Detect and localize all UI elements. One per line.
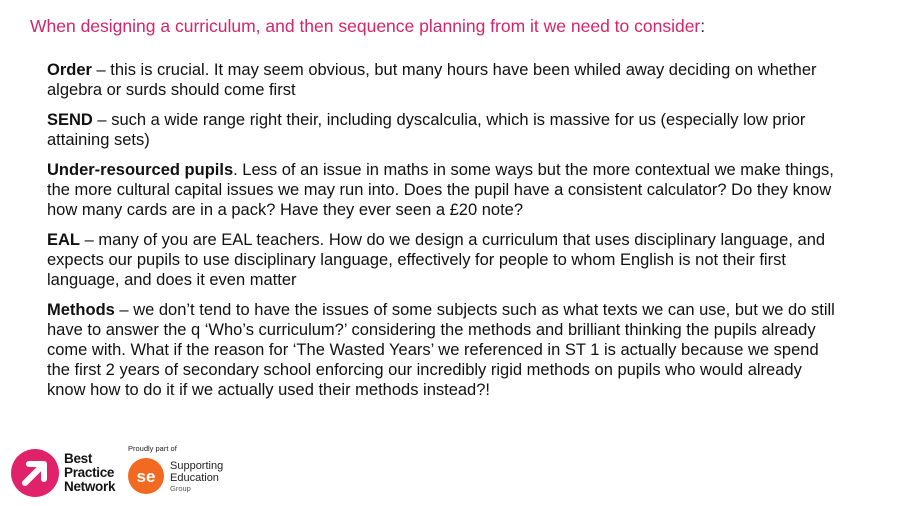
wordmark-line: Best xyxy=(64,451,93,466)
wordmark-group: Group xyxy=(170,484,191,493)
supporting-education-wordmark xyxy=(170,461,223,493)
proudly-part-of-label: Proudly part of xyxy=(128,444,177,453)
wordmark-line: Practice xyxy=(64,465,115,480)
best-practice-network-logo-icon xyxy=(10,448,60,498)
point-under-resourced xyxy=(47,160,837,220)
consideration-list xyxy=(47,60,837,410)
point-order xyxy=(47,60,837,100)
footer-logos xyxy=(0,430,300,506)
point-text: – this is crucial. It may seem obvious, but many hours have been whiled away deciding on whether algebra or surds should come first xyxy=(47,61,817,99)
wordmark-line: Education xyxy=(170,471,219,484)
point-eal xyxy=(47,230,837,290)
slide-title-colon: : xyxy=(700,16,706,36)
point-heading: EAL xyxy=(47,231,80,249)
best-practice-network-wordmark xyxy=(64,452,115,494)
point-methods xyxy=(47,300,837,400)
point-heading: Under-resourced pupils xyxy=(47,161,234,179)
slide-title xyxy=(30,15,890,37)
point-heading: Order xyxy=(47,61,92,79)
point-text: . Less of an issue in maths in some ways but the more contextual we make things, the more cultural capital issues we may run into. Does the pupil have a consistent calculator? Do they know how many cards are in a pack? Have they ever seen a £20 note? xyxy=(47,161,834,219)
wordmark-line: Network xyxy=(64,479,116,494)
slide-title-text: When designing a curriculum, and then sequence planning from it we need to consider xyxy=(30,16,701,36)
wordmark-line: Supporting xyxy=(170,460,224,472)
point-heading: Methods xyxy=(47,301,115,319)
point-text: – we don’t tend to have the issues of some subjects such as what texts we can use, but we do still have to answer the q ‘Who’s curriculum?’ considering the methods and brilliant thinking the pupils already come with. What if the reason for ‘The Wasted Years’ we referenced in ST 1 is actually because we spend the first 2 years of secondary school enforcing our incredibly rigid methods on pupils who would already know how to do it if we actually used their methods instead?! xyxy=(47,301,835,399)
point-text: – many of you are EAL teachers. How do we design a curriculum that uses disciplinary language, and expects our pupils to use disciplinary language, effectively for people to whom English is not their first language, and does it even matter xyxy=(47,231,826,289)
point-send xyxy=(47,110,837,150)
se-monogram: se xyxy=(136,467,156,486)
point-text: – such a wide range right their, including dyscalculia, which is massive for us (especially low prior attaining sets) xyxy=(47,111,806,149)
supporting-education-logo-icon xyxy=(128,458,164,494)
point-heading: SEND xyxy=(47,111,93,129)
